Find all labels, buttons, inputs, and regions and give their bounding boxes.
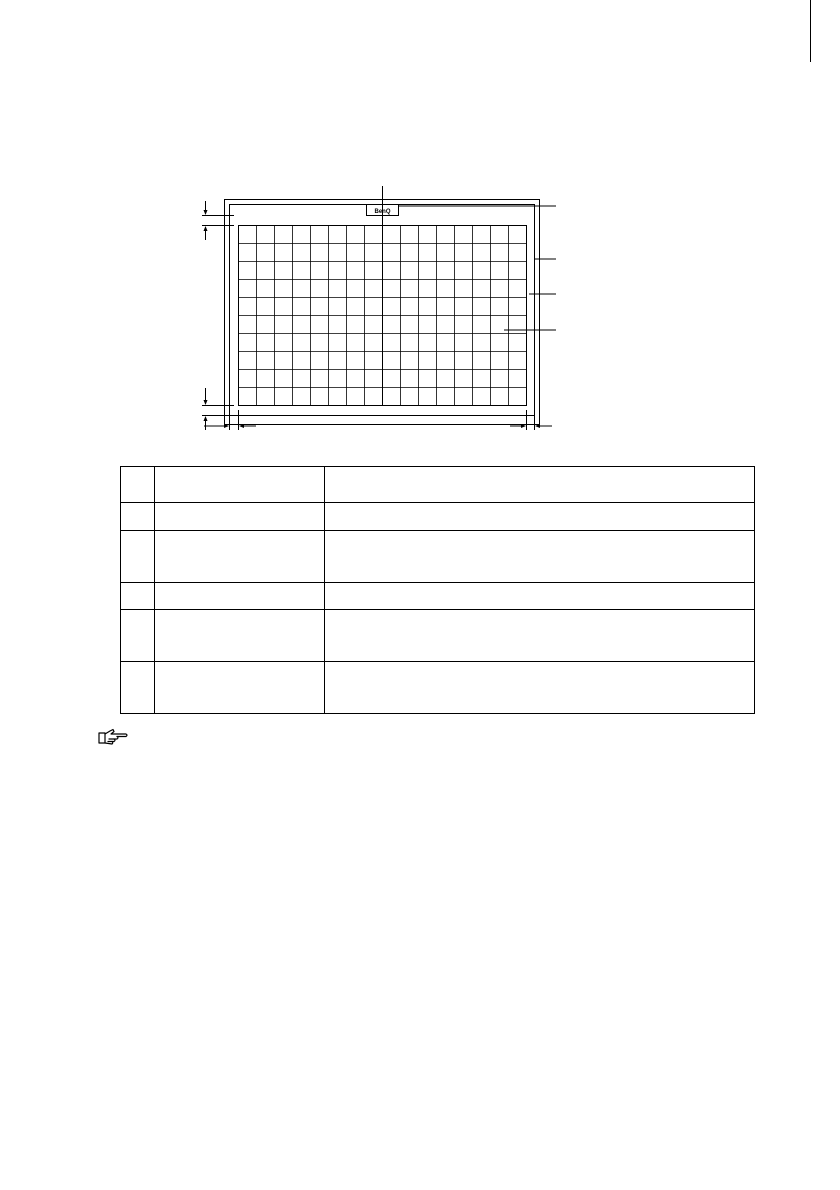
row-name xyxy=(155,583,325,610)
row-name xyxy=(155,503,325,531)
pointing-hand-icon xyxy=(97,727,129,747)
row-number xyxy=(121,531,155,583)
svg-text:BenQ: BenQ xyxy=(374,209,391,215)
table-row xyxy=(121,583,755,610)
legend-table xyxy=(120,466,755,714)
row-number xyxy=(121,583,155,610)
row-name xyxy=(155,662,325,714)
row-name xyxy=(155,610,325,662)
table-row xyxy=(121,503,755,531)
row-description xyxy=(325,610,755,662)
table-row xyxy=(121,467,755,503)
row-number xyxy=(121,662,155,714)
row-description xyxy=(325,662,755,714)
row-description xyxy=(325,503,755,531)
row-description xyxy=(325,467,755,503)
row-description xyxy=(325,531,755,583)
row-number xyxy=(121,610,155,662)
row-number xyxy=(121,467,155,503)
row-name xyxy=(155,531,325,583)
table-row xyxy=(121,531,755,583)
screen-diagram xyxy=(0,0,840,440)
row-number xyxy=(121,503,155,531)
table-row xyxy=(121,662,755,714)
row-description xyxy=(325,583,755,610)
table-row xyxy=(121,610,755,662)
row-name xyxy=(155,467,325,503)
